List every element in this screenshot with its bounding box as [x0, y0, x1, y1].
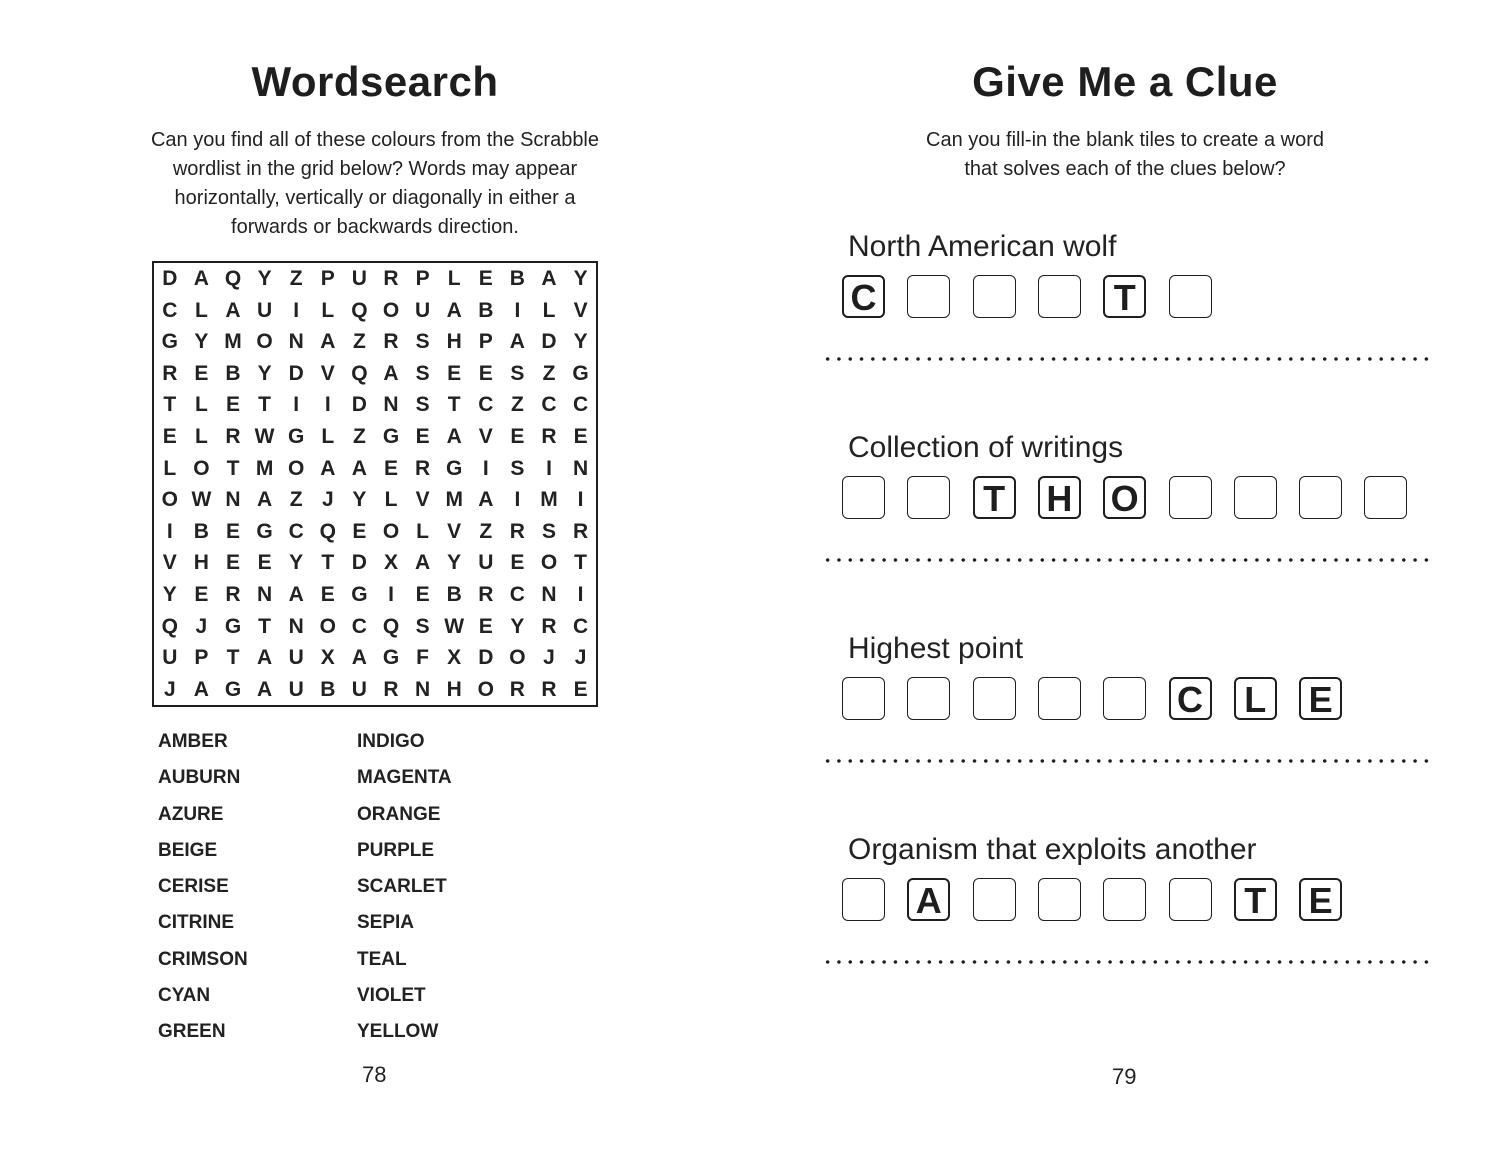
word-list-item: SCARLET — [357, 876, 447, 898]
blank-tile[interactable] — [1299, 476, 1342, 519]
word-list-item: GREEN — [158, 1021, 226, 1043]
grid-letter[interactable]: O — [540, 551, 558, 575]
blank-tile[interactable] — [973, 878, 1016, 921]
grid-letter[interactable]: Y — [194, 330, 209, 354]
grid-letter[interactable]: S — [510, 361, 525, 385]
blank-tile[interactable] — [1364, 476, 1407, 519]
grid-letter[interactable]: C — [573, 393, 589, 417]
grid-letter[interactable]: E — [194, 583, 209, 606]
grid-letter[interactable]: W — [254, 425, 275, 448]
dotted-divider — [822, 959, 1432, 965]
grid-letter[interactable]: B — [478, 298, 494, 322]
tile-row — [842, 275, 1462, 321]
grid-letter[interactable]: R — [541, 677, 557, 701]
grid-letter[interactable]: G — [351, 583, 368, 606]
grid-letter[interactable]: H — [446, 330, 462, 354]
grid-letter[interactable]: A — [478, 488, 494, 512]
grid-letter[interactable]: W — [444, 614, 465, 638]
grid-letter[interactable]: N — [225, 488, 241, 512]
grid-letter[interactable]: D — [288, 361, 304, 385]
grid-letter[interactable]: L — [447, 267, 461, 290]
grid-letter[interactable]: E — [415, 583, 430, 606]
blank-tile[interactable] — [907, 677, 950, 720]
grid-letter[interactable]: Y — [573, 330, 588, 354]
grid-letter[interactable]: H — [193, 551, 209, 575]
grid-letter[interactable]: G — [382, 425, 400, 448]
grid-letter[interactable]: J — [163, 677, 176, 701]
grid-letter[interactable]: A — [288, 583, 304, 606]
grid-letter[interactable]: L — [542, 298, 556, 322]
grid-letter[interactable]: B — [446, 583, 462, 606]
grid-letter[interactable]: T — [226, 646, 240, 670]
grid-letter[interactable]: Q — [224, 267, 242, 290]
grid-letter[interactable]: G — [288, 425, 305, 448]
grid-letter[interactable]: O — [193, 456, 210, 480]
grid-letter[interactable]: U — [415, 298, 431, 322]
word-list-item: AMBER — [158, 731, 228, 752]
grid-letter[interactable]: Q — [161, 614, 178, 638]
grid-row — [154, 642, 596, 674]
grid-letter[interactable]: E — [225, 551, 240, 575]
grid-letter[interactable]: A — [383, 361, 399, 385]
letter-tile: C — [842, 275, 885, 318]
blank-tile[interactable] — [842, 878, 885, 921]
word-list-item: BEIGE — [158, 839, 218, 861]
grid-letter[interactable]: Z — [352, 330, 366, 354]
grid-letter[interactable]: Z — [510, 393, 524, 417]
grid-letter[interactable]: R — [509, 677, 525, 701]
grid-letter[interactable]: Y — [510, 614, 525, 638]
tile-row — [842, 677, 1462, 723]
grid-letter[interactable]: G — [572, 361, 589, 385]
grid-letter[interactable]: R — [541, 425, 557, 448]
grid-letter[interactable]: A — [193, 677, 209, 701]
grid-letter[interactable]: N — [288, 614, 304, 638]
grid-letter[interactable]: Y — [257, 267, 272, 290]
grid-letter[interactable]: L — [321, 298, 335, 322]
grid-letter[interactable]: Q — [382, 614, 400, 638]
grid-row — [154, 326, 596, 358]
grid-letter[interactable]: J — [321, 488, 334, 512]
grid-letter[interactable]: A — [320, 456, 336, 480]
grid-letter[interactable]: M — [445, 488, 463, 512]
grid-letter[interactable]: T — [226, 456, 240, 480]
blank-tile[interactable] — [1169, 878, 1212, 921]
grid-letter[interactable]: E — [510, 551, 525, 575]
word-list-item: TEAL — [357, 948, 407, 970]
grid-letter[interactable]: T — [163, 393, 177, 417]
grid-letter[interactable]: E — [478, 361, 493, 385]
grid-letter[interactable]: R — [509, 519, 525, 543]
grid-row — [154, 579, 596, 611]
grid-letter[interactable]: R — [383, 267, 399, 290]
grid-letter[interactable]: C — [162, 298, 178, 322]
grid-letter[interactable]: D — [162, 267, 178, 290]
grid-letter[interactable]: L — [194, 425, 208, 448]
letter-tile: C — [1169, 677, 1212, 720]
grid-letter[interactable]: A — [193, 267, 209, 290]
grid-letter[interactable]: R — [225, 425, 241, 448]
word-list-column-1 — [158, 727, 248, 1054]
grid-letter[interactable]: V — [478, 425, 493, 448]
grid-letter[interactable]: A — [415, 551, 431, 575]
grid-letter[interactable]: U — [351, 267, 367, 290]
grid-letter[interactable]: G — [224, 614, 242, 638]
word-list-item: CRIMSON — [158, 948, 248, 970]
grid-letter[interactable]: T — [321, 551, 335, 575]
grid-letter[interactable]: U — [288, 646, 304, 670]
grid-letter[interactable]: D — [478, 646, 494, 670]
grid-letter[interactable]: M — [255, 456, 274, 480]
grid-letter[interactable]: T — [258, 393, 271, 417]
grid-letter[interactable]: I — [546, 456, 552, 480]
grid-letter[interactable]: E — [447, 361, 462, 385]
grid-letter[interactable]: C — [509, 583, 525, 606]
grid-letter[interactable]: D — [351, 551, 367, 575]
grid-letter[interactable]: A — [351, 456, 367, 480]
grid-row — [154, 611, 596, 643]
grid-letter[interactable]: I — [324, 393, 331, 417]
grid-row — [154, 421, 596, 453]
grid-letter[interactable]: Y — [352, 488, 367, 512]
grid-letter[interactable]: I — [514, 488, 521, 512]
grid-letter[interactable]: Z — [352, 425, 366, 448]
grid-letter[interactable]: U — [351, 677, 367, 701]
grid-letter[interactable]: C — [288, 519, 304, 543]
grid-row — [154, 674, 596, 706]
wordsearch-grid — [152, 261, 598, 707]
grid-letter[interactable]: E — [352, 519, 367, 543]
blank-tile[interactable] — [1169, 275, 1212, 318]
page-number-right: 79 — [1112, 1064, 1137, 1089]
grid-letter[interactable]: W — [191, 488, 212, 512]
grid-letter[interactable]: Z — [542, 361, 556, 385]
grid-letter[interactable]: Y — [257, 361, 272, 385]
grid-letter[interactable]: M — [540, 488, 558, 512]
grid-letter[interactable]: A — [541, 267, 557, 290]
grid-letter[interactable]: C — [573, 614, 589, 638]
clue-text: Highest point — [848, 632, 1024, 665]
dotted-divider — [822, 557, 1432, 563]
page-number-left: 78 — [362, 1062, 387, 1087]
grid-letter[interactable]: V — [320, 361, 335, 385]
grid-letter[interactable]: E — [478, 267, 493, 290]
grid-letter[interactable]: G — [446, 456, 463, 480]
grid-letter[interactable]: Y — [289, 551, 304, 575]
letter-tile: O — [1103, 476, 1146, 519]
dotted-divider — [822, 758, 1432, 764]
grid-letter[interactable]: A — [351, 646, 367, 670]
grid-letter[interactable]: O — [256, 330, 273, 354]
grid-letter[interactable]: L — [384, 488, 398, 512]
grid-letter[interactable]: Z — [479, 519, 493, 543]
grid-letter[interactable]: I — [166, 519, 173, 543]
grid-letter[interactable]: N — [415, 677, 431, 701]
grid-letter[interactable]: E — [573, 425, 588, 448]
grid-letter[interactable]: J — [195, 614, 208, 638]
grid-letter[interactable]: E — [320, 583, 335, 606]
grid-letter[interactable]: B — [225, 361, 241, 385]
grid-letter[interactable]: V — [447, 519, 462, 543]
blank-tile[interactable] — [1169, 476, 1212, 519]
grid-letter[interactable]: A — [257, 488, 273, 512]
grid-letter[interactable]: S — [541, 519, 556, 543]
grid-letter[interactable]: A — [257, 677, 273, 701]
word-list-item: INDIGO — [357, 731, 425, 752]
grid-letter[interactable]: D — [351, 393, 367, 417]
word-list-item: AZURE — [158, 803, 224, 825]
grid-letter[interactable]: I — [293, 393, 300, 417]
grid-row — [154, 516, 596, 548]
letter-tile: A — [907, 878, 950, 921]
word-list-item: YELLOW — [357, 1021, 439, 1043]
grid-letter[interactable]: N — [541, 583, 557, 606]
grid-letter[interactable]: U — [478, 551, 494, 575]
intro-line: that solves each of the clues below? — [964, 158, 1286, 180]
word-list-item: MAGENTA — [357, 767, 452, 789]
grid-letter[interactable]: G — [382, 646, 400, 670]
letter-tile: H — [1038, 476, 1081, 519]
grid-letter[interactable]: G — [161, 330, 178, 354]
grid-letter[interactable]: G — [224, 677, 242, 701]
grid-letter[interactable]: L — [416, 519, 429, 543]
grid-letter[interactable]: E — [225, 393, 240, 417]
grid-row — [154, 389, 596, 421]
word-list-item: PURPLE — [357, 839, 435, 861]
grid-letter[interactable]: X — [383, 551, 398, 575]
grid-letter[interactable]: C — [351, 614, 367, 638]
grid-row — [154, 453, 596, 485]
grid-letter[interactable]: O — [477, 677, 494, 701]
word-list-item: VIOLET — [357, 985, 426, 1007]
grid-letter[interactable]: P — [320, 267, 335, 290]
blank-tile[interactable] — [907, 275, 950, 318]
grid-letter[interactable]: Y — [162, 583, 177, 606]
clue-puzzle-title: Give Me a Clue — [972, 58, 1278, 105]
grid-letter[interactable]: A — [446, 425, 462, 448]
grid-letter[interactable]: O — [382, 298, 400, 322]
grid-row — [154, 295, 596, 327]
grid-letter[interactable]: L — [194, 298, 208, 322]
grid-letter[interactable]: P — [194, 646, 209, 670]
tile-row — [842, 878, 1462, 924]
grid-letter[interactable]: O — [509, 646, 526, 670]
grid-letter[interactable]: J — [543, 646, 555, 670]
grid-letter[interactable]: A — [509, 330, 525, 354]
grid-letter[interactable]: X — [320, 646, 335, 670]
word-list-column-2 — [357, 727, 452, 1054]
grid-letter[interactable]: P — [415, 267, 430, 290]
blank-tile[interactable] — [1038, 275, 1081, 318]
grid-letter[interactable]: L — [321, 425, 335, 448]
grid-letter[interactable]: S — [415, 330, 430, 354]
dotted-divider — [822, 356, 1432, 362]
word-list-item: CITRINE — [158, 912, 234, 934]
grid-letter[interactable]: R — [383, 330, 399, 354]
letter-tile: L — [1234, 677, 1277, 720]
grid-letter[interactable]: U — [257, 298, 273, 322]
word-list-item: AUBURN — [158, 767, 241, 789]
grid-letter[interactable]: E — [510, 425, 525, 448]
grid-letter[interactable]: A — [320, 330, 336, 354]
grid-letter[interactable]: V — [573, 298, 588, 322]
word-list-item: ORANGE — [357, 803, 441, 825]
grid-letter[interactable]: Z — [289, 488, 303, 512]
grid-letter[interactable]: A — [257, 646, 273, 670]
grid-letter[interactable]: V — [415, 488, 430, 512]
grid-letter[interactable]: I — [388, 583, 394, 606]
grid-letter[interactable]: E — [257, 551, 272, 575]
wordsearch-intro — [120, 126, 630, 242]
grid-letter[interactable]: E — [573, 677, 588, 701]
grid-letter[interactable]: N — [288, 330, 304, 354]
grid-letter[interactable]: U — [288, 677, 304, 701]
blank-tile[interactable] — [842, 677, 885, 720]
grid-letter[interactable]: V — [162, 551, 177, 575]
grid-letter[interactable]: Z — [289, 267, 303, 290]
clue-text: North American wolf — [848, 230, 1117, 263]
grid-letter[interactable]: T — [574, 551, 587, 575]
grid-letter[interactable]: Q — [351, 361, 368, 385]
word-list-item: CERISE — [158, 876, 229, 898]
grid-letter[interactable]: R — [225, 583, 241, 606]
intro-line: horizontally, vertically or diagonally in either a — [174, 187, 576, 209]
blank-tile[interactable] — [1103, 878, 1146, 921]
grid-letter[interactable]: O — [161, 488, 178, 512]
grid-letter[interactable]: B — [320, 677, 336, 701]
blank-tile[interactable] — [1038, 878, 1081, 921]
grid-letter[interactable]: X — [447, 646, 462, 670]
grid-letter[interactable]: Q — [351, 298, 368, 322]
grid-letter[interactable]: Q — [319, 519, 336, 543]
grid-letter[interactable]: D — [541, 330, 557, 354]
grid-letter[interactable]: I — [514, 298, 521, 322]
grid-letter[interactable]: O — [382, 519, 400, 543]
grid-letter[interactable]: B — [193, 519, 209, 543]
clue-puzzle-intro — [870, 126, 1380, 184]
blank-tile[interactable] — [1234, 476, 1277, 519]
grid-letter[interactable]: S — [415, 361, 430, 385]
grid-letter[interactable]: S — [510, 456, 525, 480]
blank-tile[interactable] — [842, 476, 885, 519]
intro-line: forwards or backwards direction. — [231, 216, 519, 238]
grid-letter[interactable]: M — [224, 330, 242, 354]
grid-letter[interactable]: I — [293, 298, 300, 322]
grid-letter[interactable]: L — [163, 456, 177, 480]
grid-letter[interactable]: R — [573, 519, 589, 543]
letter-tile: T — [1103, 275, 1146, 318]
intro-line: wordlist in the grid below? Words may appear — [172, 158, 578, 180]
grid-letter[interactable]: E — [383, 456, 398, 480]
grid-letter[interactable]: T — [258, 614, 271, 638]
grid-letter[interactable]: C — [541, 393, 557, 417]
grid-letter[interactable]: I — [577, 583, 584, 606]
grid-letter[interactable]: O — [288, 456, 305, 480]
grid-letter[interactable]: N — [573, 456, 589, 480]
grid-letter[interactable]: Y — [447, 551, 462, 575]
grid-letter[interactable]: N — [257, 583, 273, 606]
grid-letter[interactable]: L — [194, 393, 208, 417]
grid-letter[interactable]: E — [162, 425, 177, 448]
grid-letter[interactable]: B — [509, 267, 525, 290]
grid-letter[interactable]: J — [574, 646, 587, 670]
grid-letter[interactable]: E — [478, 614, 493, 638]
blank-tile[interactable] — [973, 275, 1016, 318]
grid-row — [154, 547, 596, 579]
grid-row — [154, 263, 596, 295]
word-list-item: SEPIA — [357, 912, 415, 934]
grid-letter[interactable]: A — [225, 298, 241, 322]
wordsearch-title: Wordsearch — [251, 58, 499, 105]
letter-tile: E — [1299, 677, 1342, 720]
grid-letter[interactable]: P — [478, 330, 493, 354]
grid-letter[interactable]: R — [478, 583, 494, 606]
grid-letter[interactable]: R — [162, 361, 178, 385]
right-page — [750, 0, 1500, 1153]
blank-tile[interactable] — [1038, 677, 1081, 720]
tile-row — [842, 476, 1462, 522]
intro-line: Can you fill-in the blank tiles to create a word — [926, 129, 1324, 151]
grid-letter[interactable]: I — [577, 488, 584, 512]
grid-letter[interactable]: E — [194, 361, 209, 385]
grid-letter[interactable]: I — [482, 456, 489, 480]
grid-letter[interactable]: H — [446, 677, 462, 701]
grid-letter[interactable]: N — [383, 393, 399, 417]
grid-letter[interactable]: S — [415, 393, 430, 417]
grid-letter[interactable]: O — [319, 614, 336, 638]
blank-tile[interactable] — [907, 476, 950, 519]
grid-letter[interactable]: U — [162, 646, 178, 670]
grid-letter[interactable]: C — [478, 393, 494, 417]
grid-letter[interactable]: A — [446, 298, 462, 322]
grid-letter[interactable]: G — [256, 519, 273, 543]
blank-tile[interactable] — [973, 677, 1016, 720]
word-list-item: CYAN — [158, 985, 211, 1007]
grid-row — [154, 358, 596, 390]
blank-tile[interactable] — [1103, 677, 1146, 720]
letter-tile: T — [973, 476, 1016, 519]
grid-letter[interactable]: E — [225, 519, 240, 543]
grid-letter[interactable]: F — [416, 646, 429, 670]
letter-tile: T — [1234, 878, 1277, 921]
grid-row — [154, 484, 596, 516]
clue-text: Collection of writings — [848, 431, 1124, 464]
grid-letter[interactable]: R — [541, 614, 557, 638]
grid-letter[interactable]: Y — [573, 267, 588, 290]
grid-letter[interactable]: E — [415, 425, 430, 448]
grid-letter[interactable]: T — [447, 393, 461, 417]
clue-text: Organism that exploits another — [848, 833, 1257, 866]
letter-tile: E — [1299, 878, 1342, 921]
grid-letter[interactable]: R — [383, 677, 399, 701]
grid-letter[interactable]: S — [415, 614, 430, 638]
intro-line: Can you find all of these colours from the Scrabble — [150, 129, 600, 151]
grid-letter[interactable]: R — [415, 456, 431, 480]
